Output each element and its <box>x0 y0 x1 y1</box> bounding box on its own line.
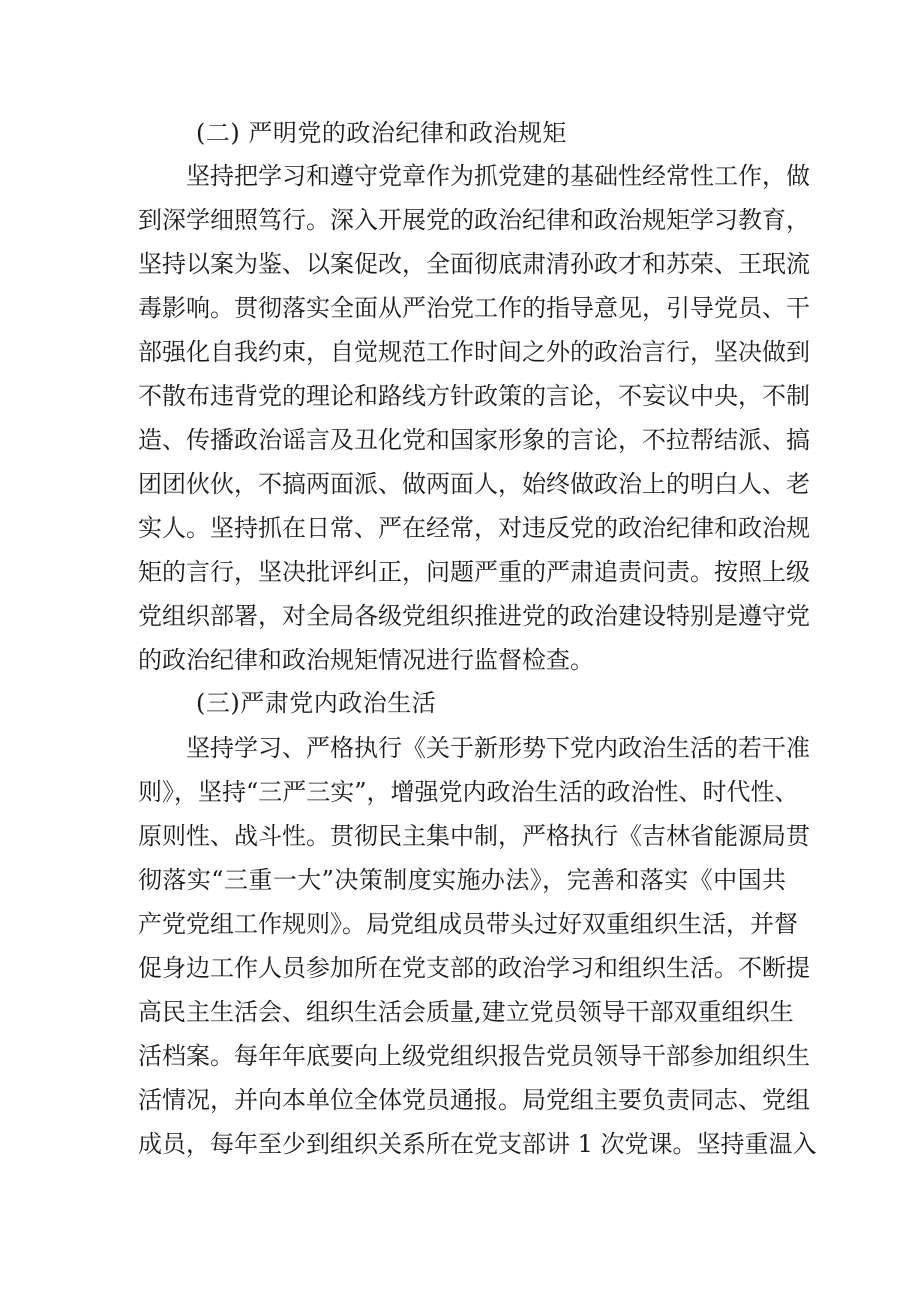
paragraph-line: 造、传播政治谣言及丑化党和国家形象的言论，不拉帮结派、搞 <box>138 426 810 454</box>
section-2-paragraph <box>138 154 810 682</box>
section-2-heading: (二) 严明党的政治纪律和政治规矩 <box>196 119 567 147</box>
paragraph-line: 促身边工作人员参加所在党支部的政治学习和组织生活。不断提 <box>138 954 810 982</box>
section-3-paragraph <box>138 726 817 1166</box>
paragraph-line: 则》，坚持“三严三实”，增强党内政治生活的政治性、时代性、 <box>138 778 799 806</box>
paragraph-line: 毒影响。贯彻落实全面从严治党工作的指导意见，引导党员、干 <box>138 294 810 322</box>
paragraph-line: 团团伙伙，不搞两面派、做两面人，始终做政治上的明白人、老 <box>138 470 810 498</box>
paragraph-line: 党组织部署，对全局各级党组织推进党的政治建设特别是遵守党 <box>138 602 810 630</box>
paragraph-line: 活档案。每年年底要向上级党组织报告党员领导干部参加组织生 <box>138 1042 810 1070</box>
paragraph-line: 部强化自我约束，自觉规范工作时间之外的政治言行，坚决做到 <box>138 338 810 366</box>
paragraph-line: 坚持学习、严格执行《关于新形势下党内政治生活的若干准 <box>186 734 810 762</box>
paragraph-line: 实人。坚持抓在日常、严在经常，对违反党的政治纪律和政治规 <box>138 514 810 542</box>
paragraph-line: 不散布违背党的理论和路线方针政策的言论，不妄议中央，不制 <box>138 382 810 410</box>
paragraph-line: 的政治纪律和政治规矩情况进行监督检查。 <box>138 646 594 674</box>
paragraph-line: 彻落实“三重一大”决策制度实施办法》，完善和落实《中国共 <box>138 866 786 894</box>
paragraph-line: 坚持把学习和遵守党章作为抓党建的基础性经常性工作，做 <box>186 162 810 190</box>
paragraph-line: 高民主生活会、组织生活会质量,建立党员领导干部双重组织生 <box>138 998 794 1026</box>
paragraph-line: 原则性、战斗性。贯彻民主集中制，严格执行《吉林省能源局贯 <box>138 822 810 850</box>
paragraph-line: 活情况，并向本单位全体党员通报。局党组主要负责同志、党组 <box>138 1086 810 1114</box>
paragraph-line: 产党党组工作规则》。局党组成员带头过好双重组织生活，并督 <box>138 910 798 938</box>
section-3-heading: (三)严肃党内政治生活 <box>196 689 437 717</box>
paragraph-line: 成员，每年至少到组织关系所在党支部讲 1 次党课。坚持重温入 <box>138 1130 817 1158</box>
paragraph-line: 坚持以案为鉴、以案促改，全面彻底肃清孙政才和苏荣、王珉流 <box>138 250 810 278</box>
paragraph-line: 到深学细照笃行。深入开展党的政治纪律和政治规矩学习教育， <box>138 206 810 234</box>
paragraph-line: 矩的言行，坚决批评纠正，问题严重的严肃追责问责。按照上级 <box>138 558 810 586</box>
